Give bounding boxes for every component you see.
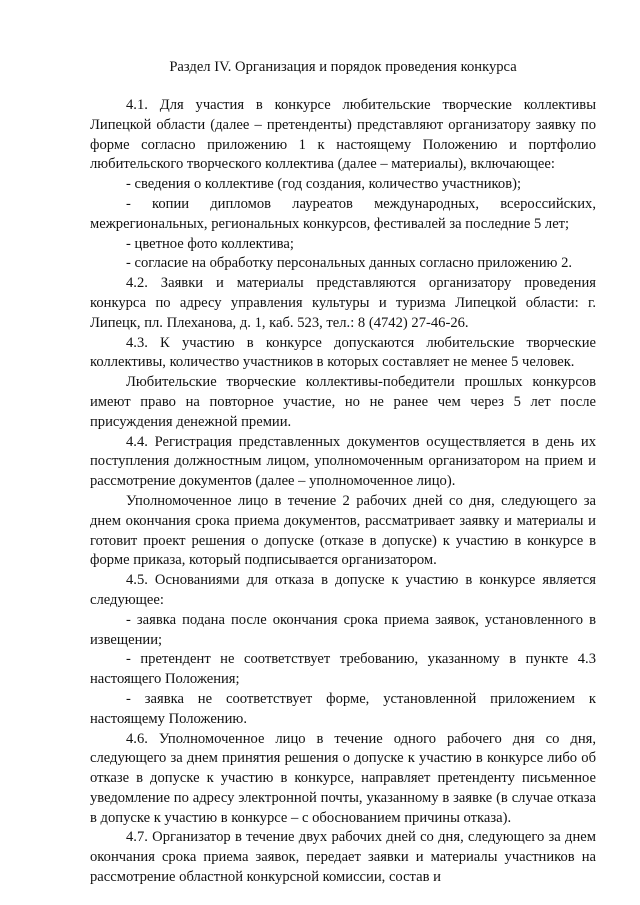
paragraph-4-2: 4.2. Заявки и материалы представляются организатору проведения конкурса по адресу управления культуры и туризма Липецкой области: г. Липецк, пл. Плеханова, д. 1, каб. 523, тел.: 8 (4742) 27-46-26. — [90, 275, 596, 331]
list-item-diplomas: - копии дипломов лауреатов международных, всероссийских, межрегиональных, региональных конкурсов, фестивалей за последние 5 лет; — [90, 195, 596, 232]
list-item-late-application: - заявка подана после окончания срока приема заявок, установленного в извещении; — [90, 611, 596, 648]
paragraph-4-3: 4.3. К участию в конкурсе допускаются любительские творческие коллективы, количество участников в которых составляет не менее 5 человек. — [90, 334, 596, 371]
document-page — [90, 0, 596, 905]
section-title: Раздел IV. Организация и порядок проведения конкурса — [169, 59, 517, 75]
paragraph-4-5: 4.5. Основаниями для отказа в допуске к участию в конкурсе является следующее: — [90, 572, 596, 608]
paragraph-4-4: 4.4. Регистрация представленных документов осуществляется в день их поступления должностным лицом, уполномоченным организатором на прием и рассмотрение документов (далее – уполномоченное лицо). — [90, 433, 596, 490]
list-item-collective-info: - сведения о коллективе (год создания, количество участников); — [126, 176, 522, 193]
paragraph-4-6: 4.6. Уполномоченное лицо в течение одного рабочего дня со дня, следующего за днем принятия решения о допуске к участию в конкурсе либо об отказе в допуске к участию в конкурсе, направляет претенденту письменное уведомление по адресу электронной почты, указанному в заявке (в случае отказа в допуске к участию в конкурсе – с обоснованием причины отказа). — [90, 730, 596, 826]
paragraph-authorized-person: Уполномоченное лицо в течение 2 рабочих дней со дня, следующего за днем окончания срока приема документов, рассматривает заявку и материалы и готовит проект решения о допуске (отказе в допуске) к участию в конкурсе в форме приказа, который подписывается организатором. — [90, 492, 596, 569]
document-body — [90, 96, 596, 888]
list-item-requirement-mismatch: - претендент не соответствует требованию, указанному в пункте 4.3 настоящего Положения; — [90, 651, 596, 688]
list-item-form-mismatch: - заявка не соответствует форме, установленной приложением к настоящему Положению. — [90, 690, 596, 727]
list-item-consent: - согласие на обработку персональных данных согласно приложению 2. — [126, 255, 573, 272]
paragraph-4-7: 4.7. Организатор в течение двух рабочих дней со дня, следующего за днем окончания срока приема заявок, передает заявки и материалы участников на рассмотрение областной конкурсной комиссии, состав и — [90, 829, 596, 886]
paragraph-4-1: 4.1. Для участия в конкурсе любительские творческие коллективы Липецкой области (далее – претенденты) представляют организатору заявку по форме согласно приложению 1 к настоящему Положению и портфолио любительского творческого коллектива (далее – материалы), включающее: — [90, 97, 596, 173]
list-item-color-photo: - цветное фото коллектива; — [126, 235, 294, 252]
paragraph-previous-winners: Любительские творческие коллективы-победители прошлых конкурсов имеют право на повторное участие, но не ранее чем через 5 лет после присуждения денежной премии. — [90, 374, 596, 430]
